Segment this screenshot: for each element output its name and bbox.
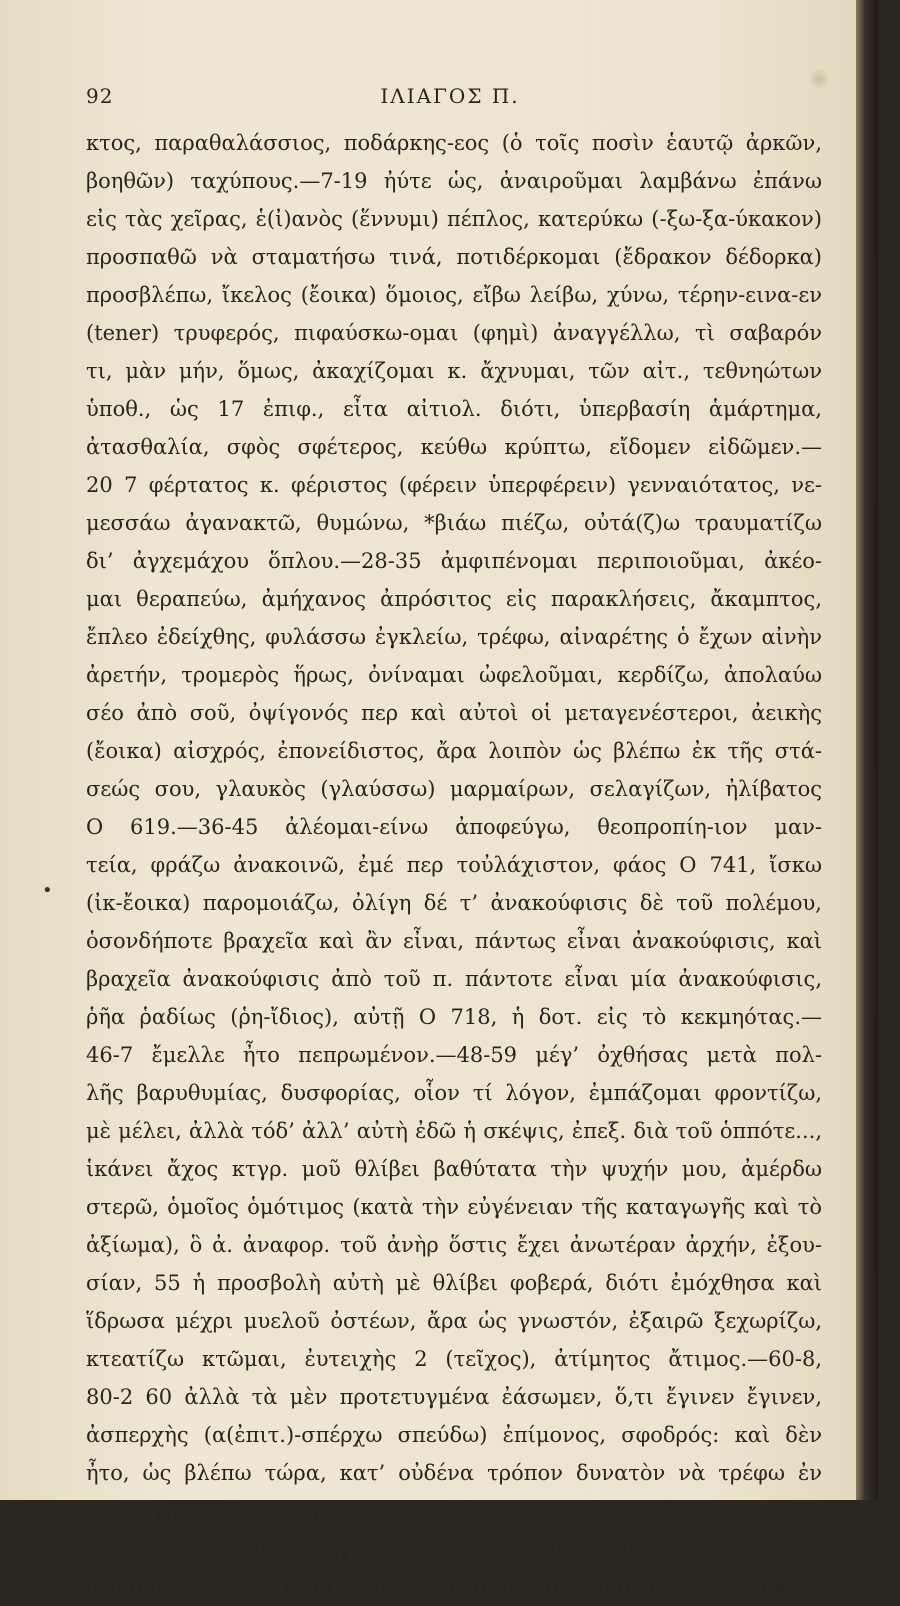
text-line: τεία, φράζω ἀνακοινῶ, ἐμέ περ τοὐλάχιστον, φάος Ο 741, ἴσκω	[86, 853, 822, 877]
margin-bullet-mark: •	[42, 880, 53, 901]
text-line: τῇ ψυχῇ μου ἀκοίμητον τὴν ὀργήν, μηνιθμὸς ἀ. μῆνις, τύνη σύ,	[86, 1499, 822, 1523]
text-line: ῥῆα ῥαδίως (ῥη-ἴδιος), αὐτῇ Ο 718, ἡ δοτ. εἰς τὸ κεκμηότας.—	[86, 1005, 822, 1029]
text-line: 46-7 ἔμελλε ἦτο πεπρωμένον.—48-59 μέγ’ ὀχθήσας μετὰ πολ-	[86, 1043, 822, 1067]
text-line: προσβλέπω, ἴκελος (ἔοικα) ὅμοιος, εἴβω λείβω, χύνω, τέρην-εινα-εν	[86, 283, 822, 307]
running-title: ΙΛΙΑΓΟΣ Π.	[380, 84, 520, 108]
text-line: 80-2 60 ἀλλὰ τὰ μὲν προτετυγμένα ἐάσωμεν, ὅ,τι ἔγινεν ἔγινεν,	[86, 1385, 822, 1409]
text-line: σέο ἀπὸ σοῦ, ὀψίγονός περ καὶ αὐτοὶ οἱ μεταγενέστεροι, ἀεικὴς	[86, 701, 822, 725]
text-line: δι’ ἀγχεμάχου ὅπλου.—28-35 ἀμφιπένομαι περιποιοῦμαι, ἀκέο-	[86, 549, 822, 573]
text-line: ἀτασθαλία, σφὸς σφέτερος, κεύθω κρύπτω, εἴδομεν εἰδῶμεν.—	[86, 435, 822, 459]
text-line: ἄρχε Μ. μάχεσθαι ὁδήγει τοὺς Μ. εἰς τὴν μάχην, κυάνεον νέφος	[86, 1537, 822, 1561]
text-line: τι, μὰν μήν, ὅμως, ἀκαχίζομαι κ. ἄχνυμαι, τῶν αἰτ., τεθνηώτων	[86, 359, 822, 383]
text-line: (tener) τρυφερός, πιφαύσκω-ομαι (φημὶ) ἀναγγέλλω, τὶ σαβαρόν	[86, 321, 822, 345]
text-line: ὁ μαῦρος σωρὸς (ἢ μαυρίλα) ἔχει ἀποκλείσει πανταχόθεν, ἐπικρα-	[86, 1575, 822, 1599]
text-line: βοηθῶν) ταχύπους.—7-19 ἠύτε ὡς, ἀναιροῦμαι λαμβάνω ἐπάνω	[86, 169, 822, 193]
text-line: εἰς τὰς χεῖρας, ἑ(ἰ)ανὸς (ἕννυμι) πέπλος, κατερύκω (-ξω-ξα-ύκακον)	[86, 207, 822, 231]
commentary-text	[86, 124, 822, 1606]
text-line: ἱκάνει ἄχος κτγρ. μοῦ θλίβει βαθύτατα τὴν ψυχήν μου, ἀμέρδω	[86, 1157, 822, 1181]
text-line: ἀξίωμα), ὃ ἀ. ἀναφορ. τοῦ ἀνὴρ ὅστις ἔχει ἀνωτέραν ἀρχήν, ἐξου-	[86, 1233, 822, 1257]
page-number: 92	[86, 84, 114, 108]
text-line: (ἔοικα) αἰσχρός, ἐπονείδιστος, ἄρα λοιπὸν ὡς βλέπω ἐκ τῆς στά-	[86, 739, 822, 763]
text-line: ἵδρωσα μέχρι μυελοῦ ὀστέων, ἄρα ὡς γνωστόν, ἐξαιρῶ ξεχωρίζω,	[86, 1309, 822, 1333]
text-line: κτος, παραθαλάσσιος, ποδάρκης-εος (ὁ τοῖς ποσὶν ἑαυτῷ ἀρκῶν,	[86, 131, 822, 155]
page-edge-shadow	[856, 0, 878, 1500]
text-line: μαι θεραπεύω, ἀμήχανος ἀπρόσιτος εἰς παρακλήσεις, ἄκαμπτος,	[86, 587, 822, 611]
text-line: Ο 619.—36-45 ἀλέομαι-είνω ἀποφεύγω, θεοπροπίη-ιον μαν-	[86, 815, 822, 839]
text-line: βραχεῖα ἀνακούφισις ἀπὸ τοῦ π. πάντοτε εἶναι μία ἀνακούφισις,	[86, 967, 822, 991]
text-line: ἀσπερχὴς (α(ἐπιτ.)-σπέρχω σπεύδω) ἐπίμονος, σφοδρός: καὶ δὲν	[86, 1423, 822, 1447]
text-line: κτεατίζω κτῶμαι, ἐυτειχὴς 2 (τεῖχος), ἀτίμητος ἄτιμος.—60-8,	[86, 1347, 822, 1371]
text-line: μὲ μέλει, ἀλλὰ τόδ’ ἀλλ’ αὐτὴ ἐδῶ ἡ σκέψις, ἐπεξ. διὰ τοῦ ὁππότε...,	[86, 1119, 822, 1143]
text-line: στερῶ, ὁμοῖος ὁμότιμος (κατὰ τὴν εὐγένειαν τῆς καταγωγῆς καὶ τὸ	[86, 1195, 822, 1219]
text-line: ἦτο, ὡς βλέπω τώρα, κατ’ οὐδένα τρόπον δυνατὸν νὰ τρέφω ἐν	[86, 1461, 822, 1485]
text-line: 20 7 φέρτατος κ. φέριστος (φέρειν ὑπερφέρειν) γενναιότατος, νε-	[86, 473, 822, 497]
text-line: ἀρετήν, τρομερὸς ἥρως, ὀνίναμαι ὠφελοῦμαι, κερδίζω, ἀπολαύω	[86, 663, 822, 687]
text-line: (ἰκ-ἔοικα) παρομοιάζω, ὀλίγη δέ τ’ ἀνακούφισις δὲ τοῦ πολέμου,	[86, 891, 822, 915]
text-line: ἔπλεο ἐδείχθης, φυλάσσω ἐγκλείω, τρέφω, αἰναρέτης ὁ ἔχων αἰνὴν	[86, 625, 822, 649]
text-line: μεσσάω ἀγανακτῶ, θυμώνω, *βιάω πιέζω, οὐτά(ζ)ω τραυματίζω	[86, 511, 822, 535]
text-line: ὁσονδήποτε βραχεῖα καὶ ἂν εἶναι, πάντως εἶναι ἀνακούφισις, καὶ	[86, 929, 822, 953]
text-line: ὑποθ., ὡς 17 ἐπιφ., εἶτα αἰτιολ. διότι, ὑπερβασίη ἁμάρτημα,	[86, 397, 822, 421]
text-line: προσπαθῶ νὰ σταματήσω τινά, ποτιδέρκομαι (ἔδρακον δέδορκα)	[86, 245, 822, 269]
page-header	[80, 84, 820, 114]
text-line: σίαν, 55 ἡ προσβολὴ αὐτὴ μὲ θλίβει φοβερά, διότι ἐμόχθησα καὶ	[86, 1271, 822, 1295]
text-line: λῆς βαρυθυμίας, δυσφορίας, οἷον τί λόγον, ἐμπάζομαι φροντίζω,	[86, 1081, 822, 1105]
text-line: σεώς σου, γλαυκὸς (γλαύσσω) μαρμαίρων, σελαγίζων, ἠλίβατος	[86, 777, 822, 801]
